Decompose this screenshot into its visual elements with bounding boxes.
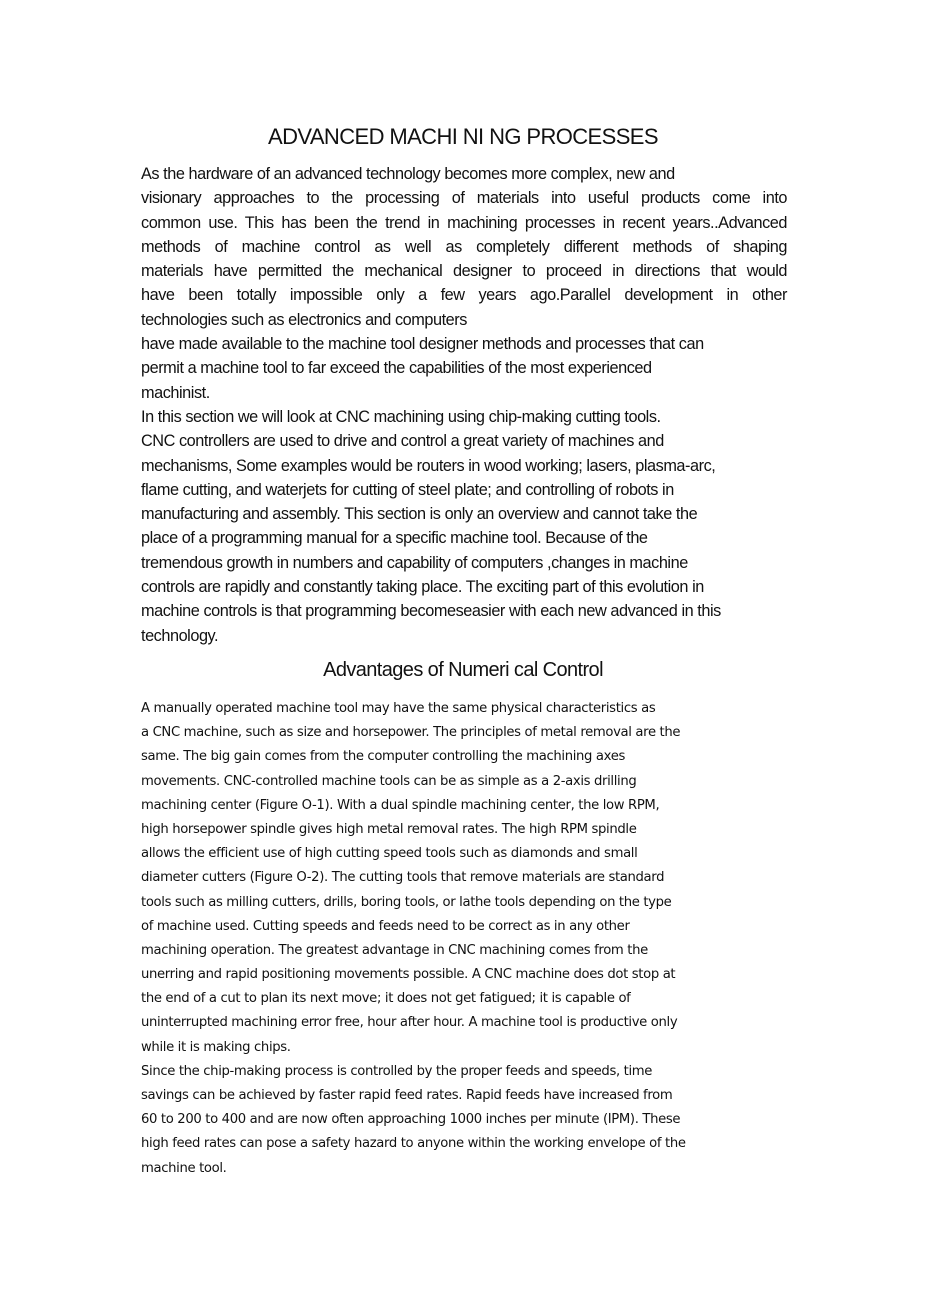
text-line: same. The big gain comes from the computer controlling the machining axes xyxy=(141,749,625,765)
text-line: have been totally impossible only a few years ago.Parallel development in other xyxy=(141,286,787,305)
section-advantages-body xyxy=(141,697,741,1181)
text-line: tremendous growth in numbers and capability of computers ,changes in machine xyxy=(141,553,688,572)
text-line: As the hardware of an advanced technology becomes more complex, new and xyxy=(141,165,675,183)
text-line: manufacturing and assembly. This section is only an overview and cannot take the xyxy=(141,505,698,524)
text-line: allows the efficient use of high cutting speed tools such as diamonds and small xyxy=(141,846,638,862)
text-line: common use. This has been the trend in machining processes in recent years..Advanced xyxy=(141,213,787,232)
text-line: 60 to 200 to 400 and are now often approaching 1000 inches per minute (IPM). These xyxy=(141,1112,681,1128)
text-line: diameter cutters (Figure O-2). The cutting tools that remove materials are standard xyxy=(141,870,665,886)
text-line: tools such as milling cutters, drills, boring tools, or lathe tools depending on the type xyxy=(141,894,672,910)
text-line: a CNC machine, such as size and horsepower. The principles of metal removal are the xyxy=(141,725,681,741)
text-line: Since the chip-making process is controlled by the proper feeds and speeds, time xyxy=(141,1063,653,1079)
text-line: unerring and rapid positioning movements possible. A CNC machine does dot stop at xyxy=(141,967,676,983)
text-line: controls are rapidly and constantly taking place. The exciting part of this evolution in xyxy=(141,578,704,597)
text-line: methods of machine control as well as completely different methods of shaping xyxy=(141,237,787,256)
text-line: technologies such as electronics and computers xyxy=(141,310,467,329)
text-line: high horsepower spindle gives high metal removal rates. The high RPM spindle xyxy=(141,821,637,837)
text-line: the end of a cut to plan its next move; it does not get fatigued; it is capable of xyxy=(141,991,631,1007)
text-line: In this section we will look at CNC machining using chip-making cutting tools. xyxy=(141,407,661,426)
text-line: machining center (Figure O-1). With a dual spindle machining center, the low RPM, xyxy=(141,797,660,813)
text-line: high feed rates can pose a safety hazard to anyone within the working envelope of the xyxy=(141,1136,686,1152)
text-line: machining operation. The greatest advantage in CNC machining comes from the xyxy=(141,942,648,958)
section-intro-body xyxy=(141,162,787,648)
text-line: machinist. xyxy=(141,383,210,402)
section-heading: Advantages of Numeri cal Control xyxy=(323,659,603,681)
text-line: materials have permitted the mechanical designer to proceed in directions that would xyxy=(141,262,787,281)
text-line: have made available to the machine tool designer methods and processes that can xyxy=(141,335,704,354)
text-line: permit a machine tool to far exceed the capabilities of the most experienced xyxy=(141,359,652,378)
text-line: visionary approaches to the processing of materials into useful products come into xyxy=(141,189,787,208)
text-line: CNC controllers are used to drive and control a great variety of machines and xyxy=(141,432,664,451)
text-line: technology. xyxy=(141,626,219,645)
text-line: of machine used. Cutting speeds and feeds need to be correct as in any other xyxy=(141,918,630,934)
text-line: uninterrupted machining error free, hour after hour. A machine tool is productive only xyxy=(141,1015,678,1031)
text-line: machine tool. xyxy=(141,1160,227,1176)
text-line: mechanisms, Some examples would be routers in wood working; lasers, plasma-arc, xyxy=(141,456,716,475)
text-line: place of a programming manual for a specific machine tool. Because of the xyxy=(141,529,648,548)
text-line: flame cutting, and waterjets for cutting of steel plate; and controlling of robots in xyxy=(141,480,674,499)
text-line: movements. CNC-controlled machine tools can be as simple as a 2-axis drilling xyxy=(141,773,637,789)
text-line: while it is making chips. xyxy=(141,1039,291,1055)
text-line: A manually operated machine tool may have the same physical characteristics as xyxy=(141,701,656,716)
text-line: machine controls is that programming becomeseasier with each new advanced in this xyxy=(141,602,721,621)
text-line: savings can be achieved by faster rapid feed rates. Rapid feeds have increased from xyxy=(141,1088,673,1103)
document-title: ADVANCED MACHI NI NG PROCESSES xyxy=(268,124,658,149)
